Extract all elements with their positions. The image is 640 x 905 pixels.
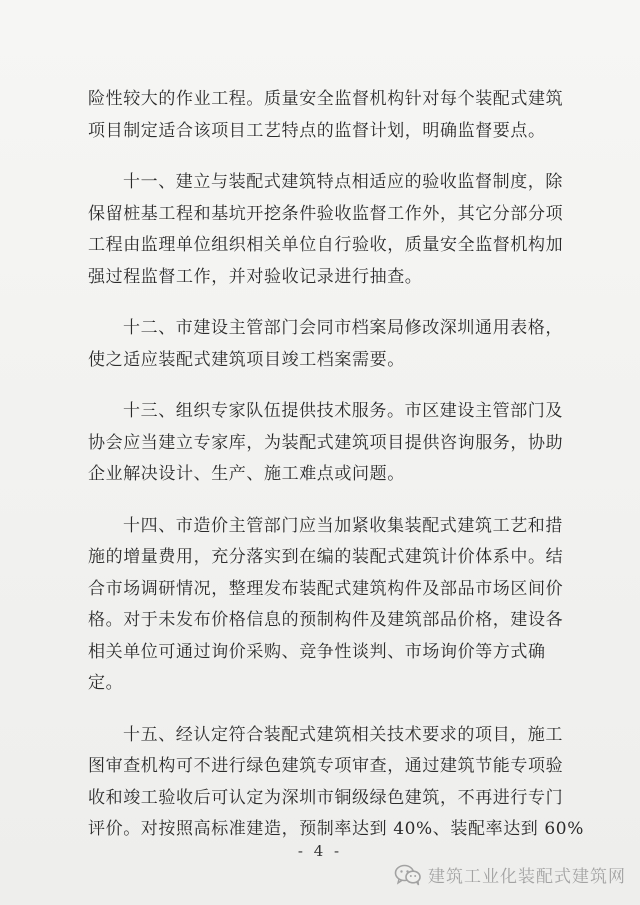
text-line: 格。对于未发布价格信息的预制构件及建筑部品价格，建设各 [88, 610, 564, 630]
text-line: 险性较大的作业工程。质量安全监督机构针对每个装配式建筑 [88, 89, 564, 109]
text-line: 评价。对按照高标准建造，预制率达到 40%、装配率达到 60% [88, 819, 584, 839]
text-line: 项目制定适合该项目工艺特点的监督计划，明确监督要点。 [88, 120, 546, 141]
text-line: 协会应当建立专家库，为装配式建筑项目提供咨询服务，协助 [88, 432, 564, 453]
text-line: 工程由监理单位组织相关单位自行验收，质量安全监督机构加 [88, 235, 564, 255]
paragraph [88, 167, 588, 293]
text-line: 合市场调研情况，整理发布装配式建筑构件及部品市场区间价 [88, 578, 564, 599]
paragraph [88, 720, 588, 846]
text-line: 强过程监督工作，并对验收记录进行抽查。 [88, 266, 423, 287]
watermark-text: 建筑工业化装配式建筑网 [428, 867, 626, 887]
text-line: 十五、经认定符合装配式建筑相关技术要求的项目，施工 [123, 724, 563, 745]
watermark [394, 862, 626, 887]
paragraph-gap [88, 382, 588, 396]
text-line: 十二、市建设主管部门会同市档案局修改深圳通用表格， [123, 318, 563, 338]
text-line: 使之适应装配式建筑项目竣工档案需要。 [88, 349, 405, 370]
paragraph-gap [88, 299, 588, 313]
paragraph-gap [88, 153, 588, 167]
paragraph [88, 313, 588, 376]
text-line: 十三、组织专家队伍提供技术服务。市区建设主管部门及 [123, 401, 563, 421]
document-body [88, 84, 588, 852]
paragraph-gap [88, 497, 588, 511]
text-line: 施的增量费用，充分落实到在编的装配式建筑计价体系中。结 [88, 547, 564, 567]
text-line: 相关单位可通过询价采购、竞争性谈判、市场询价等方式确 [88, 641, 546, 662]
page-number: - 4 - [297, 842, 343, 860]
text-line: 企业解决设计、生产、施工难点或问题。 [88, 464, 405, 484]
text-line: 十一、建立与装配式建筑特点相适应的验收监督制度，除 [123, 172, 563, 192]
text-line: 十四、市造价主管部门应当加紧收集装配式建筑工艺和措 [123, 515, 563, 536]
text-line: 保留桩基工程和基坑开挖条件验收监督工作外，其它分部分项 [88, 203, 564, 224]
text-line: 定。 [88, 673, 124, 693]
paragraph [88, 511, 588, 700]
text-line: 图审查机构可不进行绿色建筑专项审查，通过建筑节能专项验 [88, 756, 564, 776]
paragraph-gap [88, 706, 588, 720]
text-line: 收和竣工验收后可认定为深圳市铜级绿色建筑，不再进行专门 [88, 787, 564, 808]
paragraph [88, 396, 588, 491]
wechat-icon [394, 864, 422, 886]
paragraph [88, 84, 588, 147]
